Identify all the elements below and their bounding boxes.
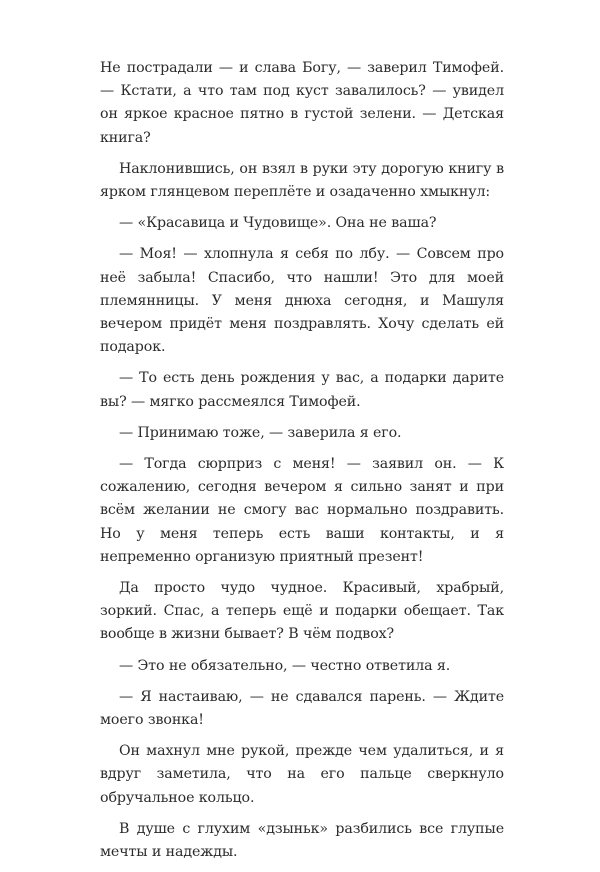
paragraph: Да просто чудо чудное. Красивый, храбрый, зоркий. Спас, а теперь ещё и подарки обещает. Так вообще в жизни бывает? В чём подвох? [100,580,504,643]
paragraph: — То есть день рождения у вас, а подарки дарите вы? — мягко рассмеялся Тимофей. [100,370,504,410]
paragraph: В душе с глухим «дзыньк» разбились все глупые мечты и надежды. [100,820,504,861]
paragraph: — Моя! — хлопнула я себя по лбу. — Совсем про неё забыла! Спасибо, что нашли! Это для моей племянницы. У меня днюха сегодня, и Машуля вечером придёт меня поздравлять. Хочу сделать ей подарок. [100,246,504,356]
paragraph: — Принимаю тоже, — заверила я его. [119,424,402,441]
paragraph: Не пострадали — и слава Богу, — заверил Тимофей. — Кстати, а что там под куст завалилось? — увидел он яркое красное пятно в густой зелени. — Детская книга? [100,60,504,146]
paragraph: — Тогда сюрприз с меня! — заявил он. — К сожалению, сегодня вечером я сильно занят и при всём желании не смогу вас нормально поздравить. Но у меня теперь есть ваши контакты, и я непременно организую приятный презент! [100,456,504,565]
paragraph: Он махнул мне рукой, прежде чем удалиться, и я вдруг заметила, что на его пальце сверкнуло обручальное кольцо. [100,743,504,806]
paragraph: — «Красавица и Чудовище». Она не ваша? [119,215,437,232]
paragraph: Наклонившись, он взял в руки эту дорогую книгу в ярком глянцевом переплёте и озадаченно хмыкнул: [100,160,504,201]
paragraph: — Я настаиваю, — не сдавался парень. — Ждите моего звонка! [100,688,504,729]
paragraph: — Это не обязательно, — честно ответила я. [119,657,451,674]
